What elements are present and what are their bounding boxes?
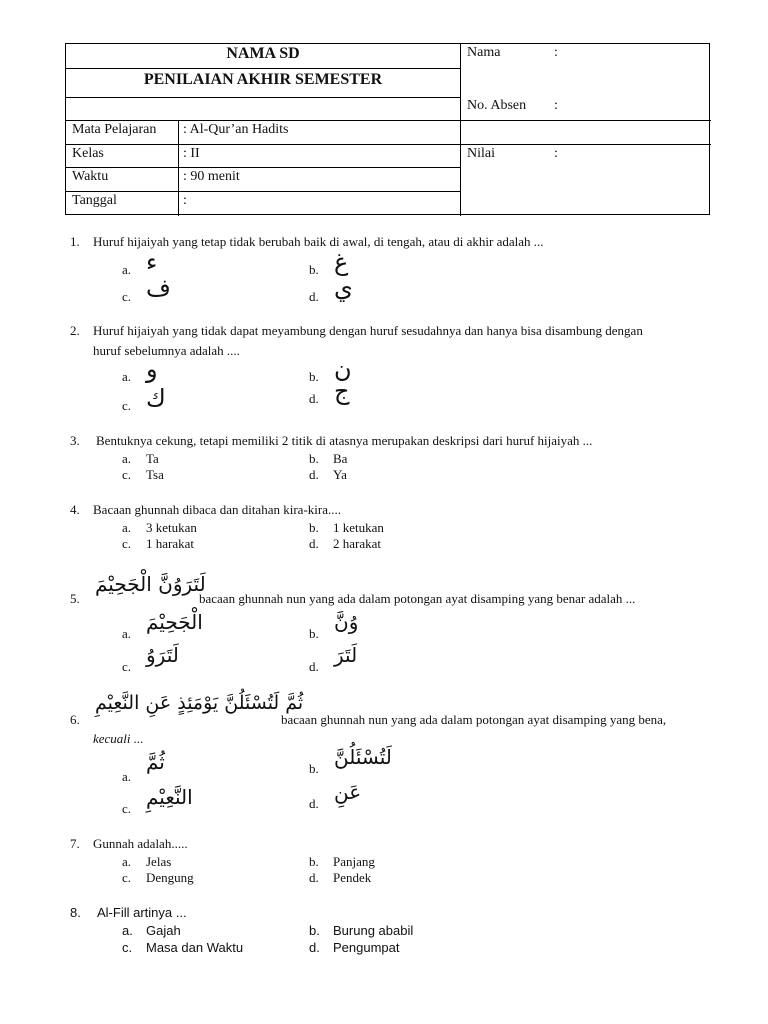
question-text: Bacaan ghunnah dibaca dan ditahan kira-kira.... [93, 502, 341, 517]
option-4c[interactable] [122, 536, 194, 552]
option-3a[interactable] [122, 451, 159, 467]
option-6a[interactable] [122, 769, 146, 785]
option-label: c. [122, 659, 132, 674]
option-4d[interactable] [309, 536, 381, 552]
option-7d[interactable] [309, 870, 371, 886]
question-number: 4. [70, 502, 80, 517]
label-mata-pelajaran: Mata Pelajaran [72, 122, 157, 137]
option-3d[interactable] [309, 467, 347, 483]
option-text: Masa dan Waktu [146, 940, 244, 955]
option-label: d. [309, 796, 319, 811]
option-label: b. [309, 262, 319, 277]
question-text: Huruf hijaiyah yang tidak dapat meyambung dengan huruf sesudahnya dan hanya bisa disambung dengan [93, 323, 643, 338]
option-label: c. [122, 467, 132, 482]
option-label: b. [309, 369, 319, 384]
label-nama: Nama [467, 45, 501, 60]
option-7c[interactable] [122, 870, 194, 886]
value-nama: : [554, 45, 558, 60]
option-text: 1 ketukan [333, 520, 384, 535]
label-kelas: Kelas [72, 146, 104, 161]
question-text: Gunnah adalah..... [93, 836, 188, 851]
option-label: d. [309, 659, 319, 674]
option-label: a. [122, 262, 132, 277]
option-6c[interactable] [122, 801, 146, 817]
question-number: 6. [70, 712, 80, 727]
option-2c[interactable] [122, 398, 146, 414]
option-1b[interactable] [309, 262, 333, 278]
option-label: a. [122, 520, 132, 535]
arabic-option-5b: وُنَّ [334, 610, 359, 634]
option-2b[interactable] [309, 369, 333, 385]
arabic-option-1d: ي [334, 274, 353, 302]
option-1a[interactable] [122, 262, 146, 278]
value-kelas: : II [183, 146, 200, 161]
question-text-continued: kecuali ... [93, 731, 144, 746]
arabic-verse-5: لَتَرَوُنَّ الْجَحِيْمَ [95, 572, 206, 596]
question-text: Huruf hijaiyah yang tetap tidak berubah baik di awal, di tengah, atau di akhir adalah ... [93, 234, 544, 249]
school-name: NAMA SD [226, 45, 300, 62]
value-waktu: : 90 menit [183, 169, 240, 184]
option-label: a. [122, 769, 132, 784]
option-text: Ba [333, 451, 348, 466]
option-2d[interactable] [309, 391, 333, 407]
option-label: b. [309, 854, 319, 869]
option-label: b. [309, 923, 320, 938]
option-label: d. [309, 391, 319, 406]
label-no-absen: No. Absen [467, 98, 527, 113]
option-text: Ya [333, 467, 347, 482]
option-3c[interactable] [122, 467, 164, 483]
option-text: Panjang [333, 854, 375, 869]
arabic-option-6c: النَّعِيْمِ [146, 785, 193, 809]
arabic-option-2d: ج [334, 377, 350, 405]
label-waktu: Waktu [72, 169, 109, 184]
option-label: b. [309, 451, 319, 466]
option-label: a. [122, 923, 133, 938]
question-number: 1. [70, 234, 80, 249]
option-5b[interactable] [309, 626, 333, 642]
option-label: c. [122, 940, 133, 955]
option-label: d. [309, 870, 319, 885]
option-text: 3 ketukan [146, 520, 197, 535]
arabic-option-6a: ثُمَّ [146, 750, 165, 774]
exam-title: PENILAIAN AKHIR SEMESTER [143, 71, 383, 88]
option-text: Dengung [146, 870, 194, 885]
option-label: c. [122, 398, 132, 413]
option-5d[interactable] [309, 659, 333, 675]
option-text: 2 harakat [333, 536, 382, 551]
arabic-option-1c: ف [146, 274, 171, 302]
question-number: 2. [70, 323, 80, 338]
option-label: c. [122, 289, 132, 304]
option-label: b. [309, 626, 319, 641]
question-number: 3. [70, 433, 80, 448]
value-no-absen: : [554, 98, 558, 113]
option-5c[interactable] [122, 659, 146, 675]
arabic-option-2b: ن [334, 355, 352, 383]
option-label: b. [309, 761, 319, 776]
question-text: bacaan ghunnah nun yang ada dalam potongan ayat disamping yang benar adalah ... [199, 591, 636, 606]
option-label: a. [122, 369, 132, 384]
arabic-option-6d: عَنِ [334, 780, 362, 804]
option-3b[interactable] [309, 451, 347, 467]
option-text: Tsa [146, 467, 164, 482]
option-1c[interactable] [122, 289, 146, 305]
option-label: d. [309, 940, 320, 955]
option-1d[interactable] [309, 289, 333, 305]
option-8d[interactable] [309, 940, 400, 955]
option-text: Gajah [146, 923, 181, 938]
option-label: a. [122, 626, 132, 641]
question-text-continued: huruf sebelumnya adalah .... [93, 343, 240, 358]
arabic-option-5c: لَتَرَوُ [146, 643, 179, 667]
option-label: d. [309, 536, 319, 551]
option-6b[interactable] [309, 761, 333, 777]
option-8a[interactable] [122, 923, 181, 938]
arabic-option-2a: و [146, 355, 158, 383]
option-text: Burung ababil [333, 923, 414, 938]
option-8c[interactable] [122, 940, 243, 955]
option-label: b. [309, 520, 319, 535]
arabic-option-2c: ك [146, 384, 166, 412]
label-tanggal: Tanggal [72, 193, 117, 208]
option-4b[interactable] [309, 520, 384, 536]
option-label: c. [122, 870, 132, 885]
arabic-option-5a: الْجَحِيْمَ [146, 610, 203, 634]
option-8b[interactable] [309, 923, 413, 938]
question-number: 8. [70, 905, 81, 920]
option-label: a. [122, 451, 132, 466]
question-text: Al-Fill artinya ... [97, 905, 187, 920]
question-text: bacaan ghunnah nun yang ada dalam potongan ayat disamping yang bena, [281, 712, 667, 727]
option-4a[interactable] [122, 520, 197, 536]
value-tanggal: : [183, 193, 187, 208]
arabic-verse-6: ثُمَّ لَتُسْئَلُنَّ يَوْمَئِذٍ عَنِ النَّعِيْمِ [95, 692, 304, 714]
option-5a[interactable] [122, 626, 146, 642]
question-text: Bentuknya cekung, tetapi memiliki 2 titik di atasnya merupakan deskripsi dari huruf hijaiyah ... [96, 433, 593, 448]
arabic-option-6b: لَتُسْئَلُنَّ [334, 745, 392, 769]
arabic-option-1a: ء [146, 248, 158, 276]
option-text: Ta [146, 451, 159, 466]
option-label: a. [122, 854, 132, 869]
option-7a[interactable] [122, 854, 171, 870]
arabic-option-5d: لَتَرَ [334, 643, 358, 667]
option-6d[interactable] [309, 796, 333, 812]
option-label: c. [122, 801, 132, 816]
option-label: d. [309, 467, 319, 482]
question-number: 5. [70, 591, 80, 606]
option-text: 1 harakat [146, 536, 195, 551]
value-nilai: : [554, 146, 558, 161]
header-table [65, 43, 710, 215]
arabic-option-1b: غ [334, 248, 349, 276]
label-nilai: Nilai [467, 146, 495, 161]
option-text: Pengumpat [333, 940, 400, 955]
option-7b[interactable] [309, 854, 375, 870]
option-text: Jelas [146, 854, 172, 869]
value-mata-pelajaran: : Al-Qur’an Hadits [183, 122, 289, 137]
option-label: d. [309, 289, 319, 304]
option-label: c. [122, 536, 132, 551]
option-2a[interactable] [122, 369, 146, 385]
question-number: 7. [70, 836, 80, 851]
option-text: Pendek [333, 870, 372, 885]
